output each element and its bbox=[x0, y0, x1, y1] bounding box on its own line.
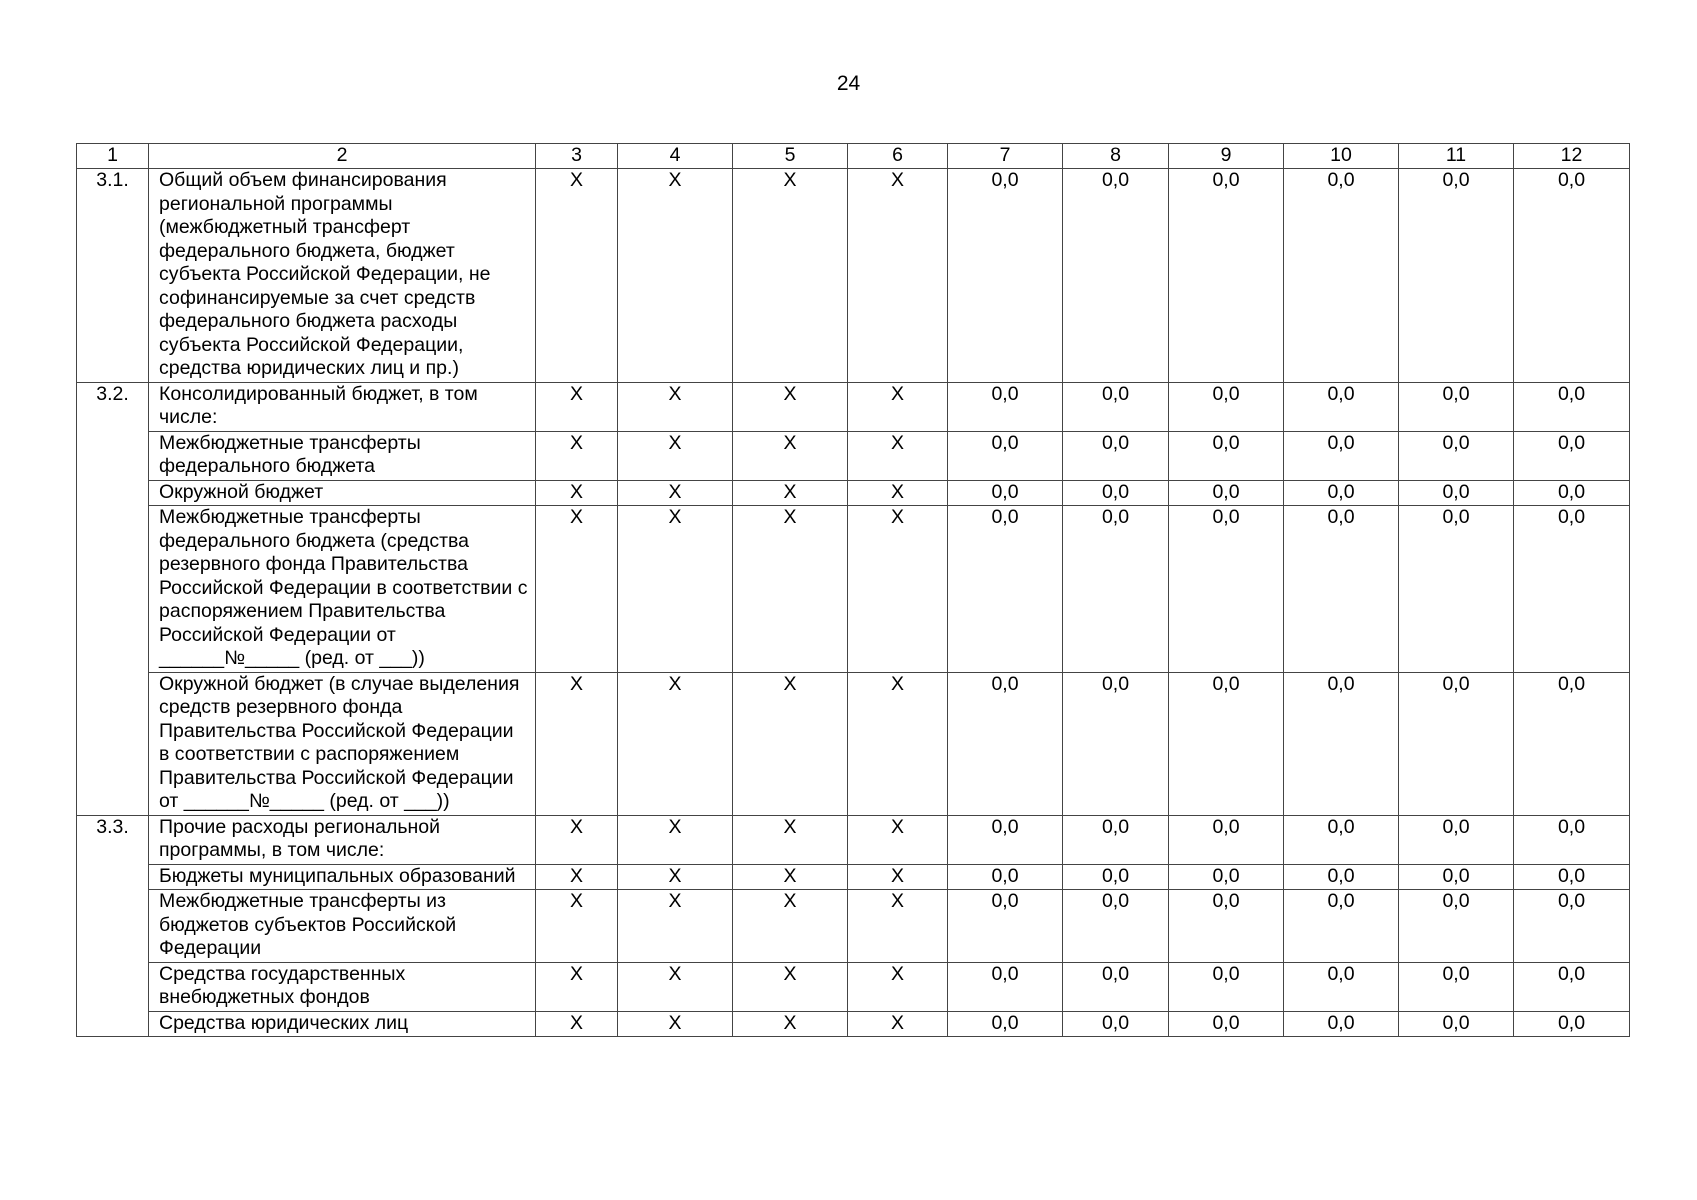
value-cell: 0,0 bbox=[1063, 431, 1169, 480]
value-cell: Х bbox=[848, 962, 948, 1011]
table-row bbox=[77, 431, 1630, 480]
value-cell: 0,0 bbox=[948, 962, 1063, 1011]
value-cell: 0,0 bbox=[948, 672, 1063, 815]
value-cell: Х bbox=[848, 169, 948, 383]
value-cell: 0,0 bbox=[1284, 890, 1399, 963]
value-cell: 0,0 bbox=[1063, 962, 1169, 1011]
value-cell: Х bbox=[536, 431, 618, 480]
value-cell: Х bbox=[733, 890, 848, 963]
value-cell: 0,0 bbox=[1169, 480, 1284, 506]
value-cell: 0,0 bbox=[1284, 169, 1399, 383]
value-cell: 0,0 bbox=[1169, 890, 1284, 963]
header-cell: 12 bbox=[1514, 144, 1630, 169]
value-cell: Х bbox=[733, 864, 848, 890]
table-row bbox=[77, 890, 1630, 963]
value-cell: 0,0 bbox=[1063, 864, 1169, 890]
header-cell: 5 bbox=[733, 144, 848, 169]
row-description: Межбюджетные трансферты федерального бюджета bbox=[149, 431, 536, 480]
value-cell: Х bbox=[618, 506, 733, 673]
table-row bbox=[77, 672, 1630, 815]
page-number: 24 bbox=[836, 72, 861, 95]
row-description: Средства юридических лиц bbox=[149, 1011, 536, 1037]
value-cell: 0,0 bbox=[1169, 672, 1284, 815]
value-cell: 0,0 bbox=[1399, 962, 1514, 1011]
value-cell: Х bbox=[733, 1011, 848, 1037]
value-cell: 0,0 bbox=[1284, 506, 1399, 673]
table-row bbox=[77, 962, 1630, 1011]
value-cell: Х bbox=[618, 890, 733, 963]
value-cell: 0,0 bbox=[1169, 506, 1284, 673]
value-cell: 0,0 bbox=[948, 431, 1063, 480]
value-cell: 0,0 bbox=[1284, 962, 1399, 1011]
value-cell: Х bbox=[733, 815, 848, 864]
value-cell: 0,0 bbox=[1284, 431, 1399, 480]
row-description: Прочие расходы региональной программы, в том числе: bbox=[149, 815, 536, 864]
value-cell: 0,0 bbox=[1514, 962, 1630, 1011]
value-cell: 0,0 bbox=[1514, 890, 1630, 963]
value-cell: Х bbox=[848, 382, 948, 431]
value-cell: Х bbox=[733, 382, 848, 431]
value-cell: Х bbox=[733, 431, 848, 480]
value-cell: 0,0 bbox=[1284, 382, 1399, 431]
value-cell: Х bbox=[733, 962, 848, 1011]
value-cell: 0,0 bbox=[1169, 382, 1284, 431]
value-cell: 0,0 bbox=[1284, 480, 1399, 506]
row-description: Окружной бюджет bbox=[149, 480, 536, 506]
value-cell: 0,0 bbox=[948, 890, 1063, 963]
value-cell: Х bbox=[618, 815, 733, 864]
value-cell: 0,0 bbox=[1399, 864, 1514, 890]
value-cell: Х bbox=[536, 815, 618, 864]
value-cell: Х bbox=[536, 1011, 618, 1037]
value-cell: 0,0 bbox=[1514, 382, 1630, 431]
value-cell: 0,0 bbox=[1399, 506, 1514, 673]
value-cell: Х bbox=[618, 431, 733, 480]
value-cell: 0,0 bbox=[948, 815, 1063, 864]
header-cell: 1 bbox=[77, 144, 149, 169]
value-cell: 0,0 bbox=[1169, 169, 1284, 383]
value-cell: 0,0 bbox=[1169, 962, 1284, 1011]
value-cell: 0,0 bbox=[1399, 672, 1514, 815]
value-cell: 0,0 bbox=[1063, 169, 1169, 383]
value-cell: 0,0 bbox=[1063, 815, 1169, 864]
row-description: Общий объем финансирования региональной программы (межбюджетный трансферт федерального бюджета, бюджет субъекта Российской Федерации, не софинансируемые за счет средств федерального бюджета расходы субъекта Российской Федерации, средства юридических лиц и пр.) bbox=[149, 169, 536, 383]
value-cell: Х bbox=[536, 890, 618, 963]
value-cell: 0,0 bbox=[1514, 506, 1630, 673]
value-cell: 0,0 bbox=[1514, 815, 1630, 864]
row-description: Консолидированный бюджет, в том числе: bbox=[149, 382, 536, 431]
value-cell: 0,0 bbox=[1399, 890, 1514, 963]
value-cell: 0,0 bbox=[948, 1011, 1063, 1037]
value-cell: 0,0 bbox=[1514, 431, 1630, 480]
value-cell: Х bbox=[536, 864, 618, 890]
value-cell: Х bbox=[733, 480, 848, 506]
value-cell: Х bbox=[848, 864, 948, 890]
row-description: Окружной бюджет (в случае выделения средств резервного фонда Правительства Российской Федерации в соответствии с распоряжением Правительства Российской Федерации от ______№_____ (ред. от ___)) bbox=[149, 672, 536, 815]
value-cell: Х bbox=[618, 864, 733, 890]
value-cell: 0,0 bbox=[1284, 815, 1399, 864]
value-cell: Х bbox=[848, 1011, 948, 1037]
value-cell: 0,0 bbox=[1063, 480, 1169, 506]
value-cell: 0,0 bbox=[1169, 864, 1284, 890]
row-number: 3.3. bbox=[77, 815, 149, 1037]
value-cell: Х bbox=[848, 480, 948, 506]
value-cell: Х bbox=[536, 169, 618, 383]
value-cell: 0,0 bbox=[1284, 1011, 1399, 1037]
value-cell: Х bbox=[733, 506, 848, 673]
value-cell: 0,0 bbox=[1063, 672, 1169, 815]
value-cell: 0,0 bbox=[948, 506, 1063, 673]
value-cell: Х bbox=[618, 169, 733, 383]
row-description: Межбюджетные трансферты федерального бюджета (средства резервного фонда Правительства Российской Федерации в соответствии с распоряжением Правительства Российской Федерации от ______№_____ (ред. от ___)) bbox=[149, 506, 536, 673]
table-row bbox=[77, 480, 1630, 506]
value-cell: Х bbox=[848, 506, 948, 673]
row-description: Межбюджетные трансферты из бюджетов субъектов Российской Федерации bbox=[149, 890, 536, 963]
row-number: 3.2. bbox=[77, 382, 149, 815]
value-cell: 0,0 bbox=[1514, 480, 1630, 506]
table-row bbox=[77, 864, 1630, 890]
value-cell: Х bbox=[618, 382, 733, 431]
value-cell: 0,0 bbox=[1284, 864, 1399, 890]
value-cell: 0,0 bbox=[948, 382, 1063, 431]
value-cell: Х bbox=[848, 890, 948, 963]
value-cell: 0,0 bbox=[1399, 480, 1514, 506]
row-description: Средства государственных внебюджетных фондов bbox=[149, 962, 536, 1011]
table-row bbox=[77, 1011, 1630, 1037]
value-cell: Х bbox=[848, 672, 948, 815]
table-row bbox=[77, 815, 1630, 864]
value-cell: 0,0 bbox=[1514, 1011, 1630, 1037]
row-number: 3.1. bbox=[77, 169, 149, 383]
value-cell: Х bbox=[618, 962, 733, 1011]
value-cell: 0,0 bbox=[1514, 169, 1630, 383]
value-cell: Х bbox=[848, 431, 948, 480]
table-row bbox=[77, 382, 1630, 431]
header-cell: 3 bbox=[536, 144, 618, 169]
header-row bbox=[77, 144, 1630, 169]
value-cell: Х bbox=[536, 480, 618, 506]
value-cell: 0,0 bbox=[1284, 672, 1399, 815]
value-cell: 0,0 bbox=[1514, 864, 1630, 890]
value-cell: Х bbox=[536, 382, 618, 431]
value-cell: Х bbox=[618, 480, 733, 506]
value-cell: 0,0 bbox=[1063, 506, 1169, 673]
row-description: Бюджеты муниципальных образований bbox=[149, 864, 536, 890]
value-cell: Х bbox=[848, 815, 948, 864]
value-cell: 0,0 bbox=[1399, 431, 1514, 480]
value-cell: 0,0 bbox=[1063, 382, 1169, 431]
value-cell: 0,0 bbox=[1169, 431, 1284, 480]
value-cell: 0,0 bbox=[1063, 1011, 1169, 1037]
value-cell: 0,0 bbox=[1169, 1011, 1284, 1037]
table-row bbox=[77, 506, 1630, 673]
value-cell: 0,0 bbox=[948, 480, 1063, 506]
value-cell: 0,0 bbox=[1399, 1011, 1514, 1037]
table-row bbox=[77, 169, 1630, 383]
header-cell: 4 bbox=[618, 144, 733, 169]
value-cell: Х bbox=[618, 1011, 733, 1037]
header-cell: 7 bbox=[948, 144, 1063, 169]
header-cell: 10 bbox=[1284, 144, 1399, 169]
header-cell: 2 bbox=[149, 144, 536, 169]
value-cell: Х bbox=[536, 962, 618, 1011]
value-cell: 0,0 bbox=[948, 864, 1063, 890]
value-cell: Х bbox=[618, 672, 733, 815]
header-cell: 8 bbox=[1063, 144, 1169, 169]
value-cell: 0,0 bbox=[1399, 169, 1514, 383]
value-cell: 0,0 bbox=[948, 169, 1063, 383]
value-cell: 0,0 bbox=[1399, 382, 1514, 431]
header-cell: 9 bbox=[1169, 144, 1284, 169]
value-cell: 0,0 bbox=[1169, 815, 1284, 864]
financing-table bbox=[76, 143, 1630, 1037]
value-cell: Х bbox=[733, 672, 848, 815]
value-cell: Х bbox=[733, 169, 848, 383]
header-cell: 6 bbox=[848, 144, 948, 169]
value-cell: 0,0 bbox=[1063, 890, 1169, 963]
header-cell: 11 bbox=[1399, 144, 1514, 169]
value-cell: Х bbox=[536, 506, 618, 673]
value-cell: 0,0 bbox=[1514, 672, 1630, 815]
value-cell: Х bbox=[536, 672, 618, 815]
value-cell: 0,0 bbox=[1399, 815, 1514, 864]
